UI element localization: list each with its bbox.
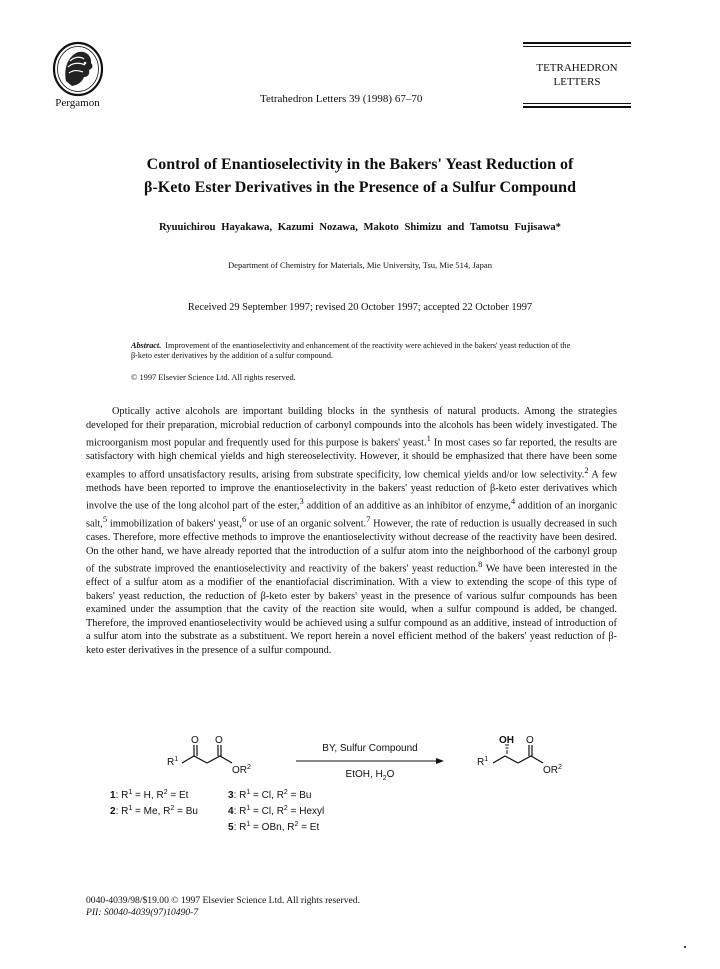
- product-structure: [493, 745, 543, 763]
- journal-name: [523, 61, 631, 89]
- ref-8: 8: [478, 559, 483, 570]
- rule-bottom-2: [523, 106, 631, 108]
- paper-title: [60, 153, 660, 199]
- compound-2: 2: $R^1 = Me$, $R^2 = Bu$: [110, 805, 198, 817]
- body-text: [86, 405, 617, 657]
- conditions-top: BY, Sulfur Compound: [322, 743, 418, 754]
- ref-6: 6: [241, 514, 247, 525]
- title-line2: β-Keto Ester Derivatives in the Presence of a Sulfur Compound: [144, 179, 576, 196]
- product-or2: $OR^2$: [543, 764, 562, 776]
- ref-3: 3: [299, 496, 304, 507]
- compound-5: 5: $R^1$ = OBn, $R^2 = Et$: [228, 821, 320, 833]
- publisher-name: Pergamon: [55, 97, 100, 109]
- footer-pii: PII: S0040-4039(97)10490-7: [86, 907, 199, 918]
- journal-name-box: [523, 42, 631, 108]
- substrate-r1: $R^1$: [167, 756, 179, 768]
- rule-top-2: [523, 46, 631, 47]
- footer: [86, 895, 360, 919]
- journal-citation: Tetrahedron Letters 39 (1998) 67–70: [260, 93, 423, 105]
- product-r1: $R^1$: [477, 756, 489, 768]
- page-mark: [684, 946, 686, 948]
- reaction-arrowhead: [436, 758, 444, 764]
- authors: Ryuuichirou Hayakawa, Kazumi Nozawa, Makoto Shimizu and Tamotsu Fujisawa*: [159, 222, 561, 233]
- received-dates: Received 29 September 1997; revised 20 October 1997; accepted 22 October 1997: [187, 302, 533, 313]
- product-o: O: [526, 735, 534, 746]
- journal-name-line2: LETTERS: [553, 76, 601, 88]
- compound-4: 4: $R^1 = Cl$, $R^2$ = Hexyl: [228, 805, 325, 817]
- ref-1: 1: [426, 433, 431, 444]
- journal-name-line1: TETRAHEDRON: [536, 62, 618, 74]
- abstract-text: Improvement of the enantioselectivity and enhancement of the reactivity were achieved in the bakers' yeast reduction of the β-keto ester derivatives by the addition of a sulfur compound.: [131, 341, 571, 360]
- substrate-structure: [182, 745, 232, 763]
- abstract-copyright: © 1997 Elsevier Science Ltd. All rights reserved.: [131, 373, 296, 382]
- publisher-block: [40, 41, 115, 109]
- footer-issn: 0040-4039/98/$19.00 © 1997 Elsevier Science Ltd. All rights reserved.: [86, 895, 360, 906]
- compound-list: [110, 789, 324, 833]
- ref-7: 7: [366, 514, 371, 525]
- affiliation: Department of Chemistry for Materials, Mie University, Tsu, Mie 514, Japan: [227, 260, 493, 270]
- body-paragraph: Optically active alcohols are important building blocks in the synthesis of natural products. Among the strategies developed for their preparation, microbial reduction of carbonyl compounds into the alcohols has been widely investigated. The microorganism most popular and frequently used for this purpose is bakers' yeast.$^1$ In most cases so far reported, the results are satisfactory with high chemical yields and high stereoselectivity. However, it should be emphasized that there have been some examples to afford unsatisfactory results, arising from substrate specificity, low chemical yields and/or low selectivity.$^2$ A few methods have been reported to improve the enantioselectivity in the bakers' yeast reduction of β-keto ester derivatives which involve the use of the long alcohol part of the ester,$^3$ addition of an additive as an inhibitor of enzyme,$^4$ addition of an inorganic salt,$^5$ immobilization of bakers' yeast,$^6$ or use of an organic solvent.$^7$ However, the rate of reduction is usually decreased in such cases. Therefore, more effective methods to improve the enantioselectivity without decrease of the reactivity have been desired. On the other hand, we have already reported that the introduction of a sulfur atom into the neighborhood of the carbonyl group of the substrate improved the enantioselectivity and reactivity of the bakers' yeast reduction.$^8$ We have been interested in the effect of a sulfur atom as a modifier of the enantiofacial discrimination. With a view to extending the scope of this type of bakers' yeast reduction, the reduction of β-keto ester by bakers' yeast in the presence of various sulfur compounds has been examined under the assumption that the cavity of the reaction site would, when a sulfur compound is added, be changed. Therefore, the improved enantioselectivity would be achieved using a sulfur compound as an additive, instead of introduction of a sulfur atom into the substrate as a substituent. We report herein a novel efficient method of the bakers' yeast reduction of β-keto ester derivatives in the presence of a sulfur compound.: [86, 406, 618, 656]
- reaction-scheme: [110, 733, 610, 833]
- ref-2: 2: [584, 464, 589, 475]
- product-oh: OH: [499, 735, 514, 746]
- compound-1: 1: $R^1 = H$, $R^2 = Et$: [110, 789, 189, 801]
- compound-3: 3: $R^1 = Cl$, $R^2 = Bu$: [228, 789, 312, 801]
- title-line1: Control of Enantioselectivity in the Bakers' Yeast Reduction of: [146, 156, 574, 173]
- substrate-o2: O: [215, 735, 223, 746]
- ref-4: 4: [510, 496, 516, 507]
- abstract: [131, 341, 571, 361]
- substrate-or2: $OR^2$: [232, 764, 251, 776]
- conditions-bottom: EtOH, $H_2O$: [345, 769, 395, 782]
- substrate-o1: O: [191, 735, 199, 746]
- ref-5: 5: [102, 514, 108, 525]
- abstract-label: Abstract.: [131, 341, 162, 350]
- publisher-logo-icon: [52, 41, 104, 97]
